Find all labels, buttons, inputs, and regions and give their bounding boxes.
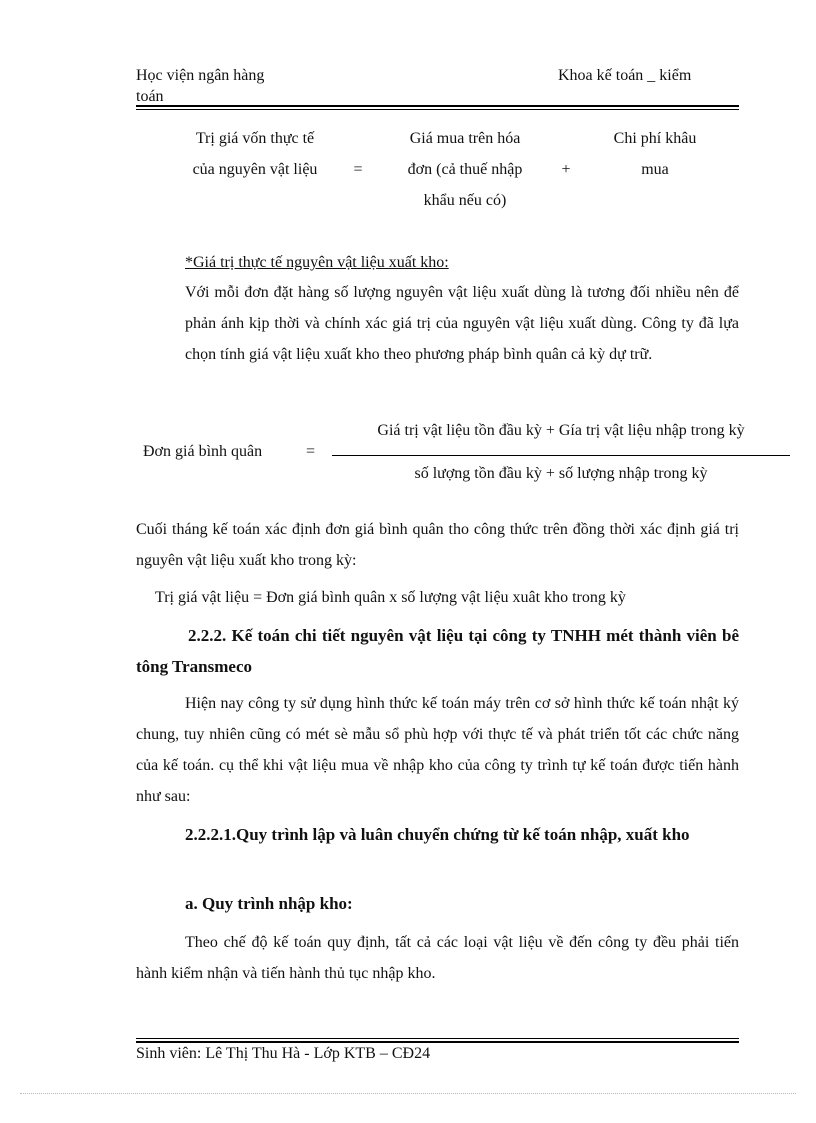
formula1-lhs xyxy=(160,123,350,185)
page-edge-dots xyxy=(20,1093,796,1094)
header-left-line1: Học viện ngân hàng xyxy=(136,67,265,84)
formula2-denominator: số lượng tồn đầu kỳ + số lượng nhập trong kỳ xyxy=(414,465,708,482)
section-2221-heading: 2.2.2.1.Quy trình lập và luân chuyển chứng từ kế toán nhập, xuất kho xyxy=(185,825,690,844)
formula1-mid-line2: đơn (cả thuế nhập xyxy=(407,161,523,178)
footer-rule-thin xyxy=(136,1038,739,1039)
section-222-paragraph: Hiện nay công ty sử dụng hình thức kế toán máy trên cơ sở hình thức kế toán nhật ký chung, tuy nhiên cũng có mét sè mẫu sổ phù hợp với thực tế và phát triển tốt các chức năng của kế toán. cụ thể khi vật liệu mua về nhập kho của công ty trình tự kế toán được tiến hành như sau: xyxy=(136,695,739,805)
fraction-bar xyxy=(332,455,790,456)
export-heading xyxy=(185,247,449,278)
header-rule-thick xyxy=(136,105,739,107)
header-right: Khoa kế toán _ kiểm xyxy=(558,67,692,84)
export-heading-text: *Giá trị thực tế nguyên vật liệu xuất kho: xyxy=(185,254,449,271)
section-a-heading: a. Quy trình nhập kho: xyxy=(185,894,353,913)
formula3: Trị giá vật liệu = Đơn giá bình quân x số lượng vật liệu xuât kho trong kỳ xyxy=(155,589,626,606)
header-rule-thin xyxy=(136,109,739,110)
footer-text: Sinh viên: Lê Thị Thu Hà - Lớp KTB – CĐ24 xyxy=(136,1045,431,1062)
month-end-paragraph: Cuối tháng kế toán xác định đơn giá bình quân tho công thức trên đồng thời xác định giá trị nguyên vật liệu xuất kho trong kỳ: xyxy=(136,521,739,569)
formula2-numerator: Giá trị vật liệu tồn đầu kỳ + Gía trị vật liệu nhập trong kỳ xyxy=(377,422,745,439)
formula1-lhs-line2: của nguyên vật liệu xyxy=(192,161,318,178)
formula1-equals: = xyxy=(353,161,363,178)
header-left-line2: toán xyxy=(136,88,164,105)
formula1-plus: + xyxy=(561,161,571,178)
formula1-mid xyxy=(385,123,545,216)
formula1-mid-line1: Giá mua trên hóa xyxy=(409,130,521,147)
formula2-label: Đơn giá bình quân xyxy=(143,443,263,460)
section-a-paragraph: Theo chế độ kế toán quy định, tất cả các loại vật liệu về đến công ty đều phải tiến hành kiểm nhận và tiến hành thủ tục nhập kho. xyxy=(136,934,739,982)
formula1-rhs-line2: mua xyxy=(641,161,669,178)
formula2-equals: = xyxy=(306,443,316,460)
formula1-rhs xyxy=(590,123,720,185)
formula1-lhs-line1: Trị giá vốn thực tế xyxy=(195,130,315,147)
export-paragraph: Với mỗi đơn đặt hàng số lượng nguyên vật liệu xuất dùng là tương đối nhiều nên để phản ánh kịp thời và chính xác giá trị của nguyên vật liệu xuất dùng. Công ty đã lựa chọn tính giá vật liệu xuất kho theo phương pháp bình quân cả kỳ dự trữ. xyxy=(185,284,739,363)
footer-rule-thick xyxy=(136,1041,739,1043)
formula1-rhs-line1: Chi phí khâu xyxy=(613,130,697,147)
formula1-mid-line3: khẩu nếu có) xyxy=(423,192,507,209)
section-222-heading: 2.2.2. Kế toán chi tiết nguyên vật liệu tại công ty TNHH mét thành viên bê tông Transmeco xyxy=(136,626,739,676)
